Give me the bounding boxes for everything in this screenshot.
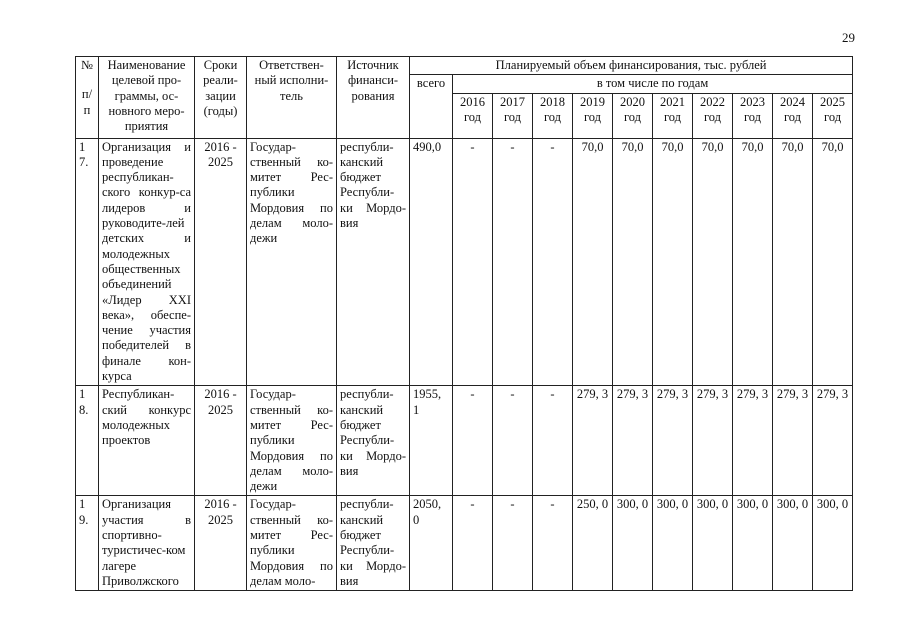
row-year-value: - [493, 386, 533, 496]
row-year-value: 279, 3 [813, 386, 853, 496]
header-terms: Сроки реали-зации (годы) [195, 57, 247, 139]
row-responsible: Государ-ственный ко-митет Рес-публики Мордовия по делам моло-дежи [247, 138, 337, 386]
row-year-value: 300, 0 [613, 496, 653, 591]
row-num: 1 9. [76, 496, 99, 591]
header-year: 2017 год [493, 93, 533, 138]
row-year-value: 279, 3 [573, 386, 613, 496]
row-name: Организация и проведение республикан-ского конкур-са лидеров и руководите-лей детских и молодежных общественных объединений «Лидер XXI века», обеспе-чение участия победителей в финале кон-курса [99, 138, 195, 386]
header-year: 2025 год [813, 93, 853, 138]
header-year: 2023 год [733, 93, 773, 138]
header-year: 2019 год [573, 93, 613, 138]
row-year-value: - [453, 386, 493, 496]
row-year-value: - [493, 496, 533, 591]
header-year: 2022 год [693, 93, 733, 138]
row-year-value: 300, 0 [813, 496, 853, 591]
table-row [76, 138, 853, 386]
row-year-value: - [533, 496, 573, 591]
row-year-value: - [493, 138, 533, 386]
header-planned: Планируемый объем финансирования, тыс. рублей [410, 57, 853, 75]
row-year-value: 250, 0 [573, 496, 613, 591]
row-total: 1955, 1 [410, 386, 453, 496]
header-year: 2024 год [773, 93, 813, 138]
header-source: Источник финанси-рования [337, 57, 410, 139]
row-year-value: 279, 3 [733, 386, 773, 496]
financing-plan-table [75, 56, 853, 591]
row-num: 1 8. [76, 386, 99, 496]
row-year-value: 279, 3 [613, 386, 653, 496]
row-num: 1 7. [76, 138, 99, 386]
header-year: 2016 год [453, 93, 493, 138]
row-year-value: - [453, 138, 493, 386]
header-total: всего [410, 75, 453, 138]
row-name: Организация участия в спортивно-туристичес-ком лагере Приволжского [99, 496, 195, 591]
row-terms: 2016 - 2025 [195, 386, 247, 496]
page-number: 29 [842, 30, 855, 45]
row-year-value: 70,0 [613, 138, 653, 386]
row-year-value: - [453, 496, 493, 591]
row-year-value: - [533, 386, 573, 496]
row-year-value: 279, 3 [693, 386, 733, 496]
row-source: республи-канский бюджет Республи-ки Мордо-вия [337, 386, 410, 496]
row-year-value: 70,0 [573, 138, 613, 386]
header-num [76, 57, 99, 139]
header-year: 2021 год [653, 93, 693, 138]
header-num-bottom: п/ п [81, 87, 93, 117]
row-total: 2050, 0 [410, 496, 453, 591]
header-year: 2020 год [613, 93, 653, 138]
header-responsible: Ответствен-ный исполни-тель [247, 57, 337, 139]
row-source: республи-канский бюджет Республи-ки Мордо-вия [337, 496, 410, 591]
row-name: Республикан-ский конкурс молодежных проектов [99, 386, 195, 496]
header-year: 2018 год [533, 93, 573, 138]
row-year-value: 70,0 [813, 138, 853, 386]
header-num-top: № [81, 58, 93, 72]
header-by-years: в том числе по годам [453, 75, 853, 93]
row-year-value: 279, 3 [773, 386, 813, 496]
row-terms: 2016 - 2025 [195, 138, 247, 386]
row-year-value: - [533, 138, 573, 386]
row-year-value: 70,0 [653, 138, 693, 386]
header-row-1 [76, 57, 853, 75]
row-responsible: Государ-ственный ко-митет Рес-публики Мордовия по делам моло-дежи [247, 386, 337, 496]
row-year-value: 300, 0 [773, 496, 813, 591]
table-row [76, 496, 853, 591]
row-year-value: 300, 0 [693, 496, 733, 591]
row-year-value: 70,0 [733, 138, 773, 386]
row-year-value: 300, 0 [733, 496, 773, 591]
row-year-value: 70,0 [773, 138, 813, 386]
table-row [76, 386, 853, 496]
row-year-value: 70,0 [693, 138, 733, 386]
row-year-value: 279, 3 [653, 386, 693, 496]
row-year-value: 300, 0 [653, 496, 693, 591]
row-terms: 2016 - 2025 [195, 496, 247, 591]
row-responsible: Государ-ственный ко-митет Рес-публики Мордовия по делам моло- [247, 496, 337, 591]
row-total: 490,0 [410, 138, 453, 386]
header-name: Наименование целевой про-граммы, ос-новного меро-приятия [99, 57, 195, 139]
row-source: республи-канский бюджет Республи-ки Мордо-вия [337, 138, 410, 386]
